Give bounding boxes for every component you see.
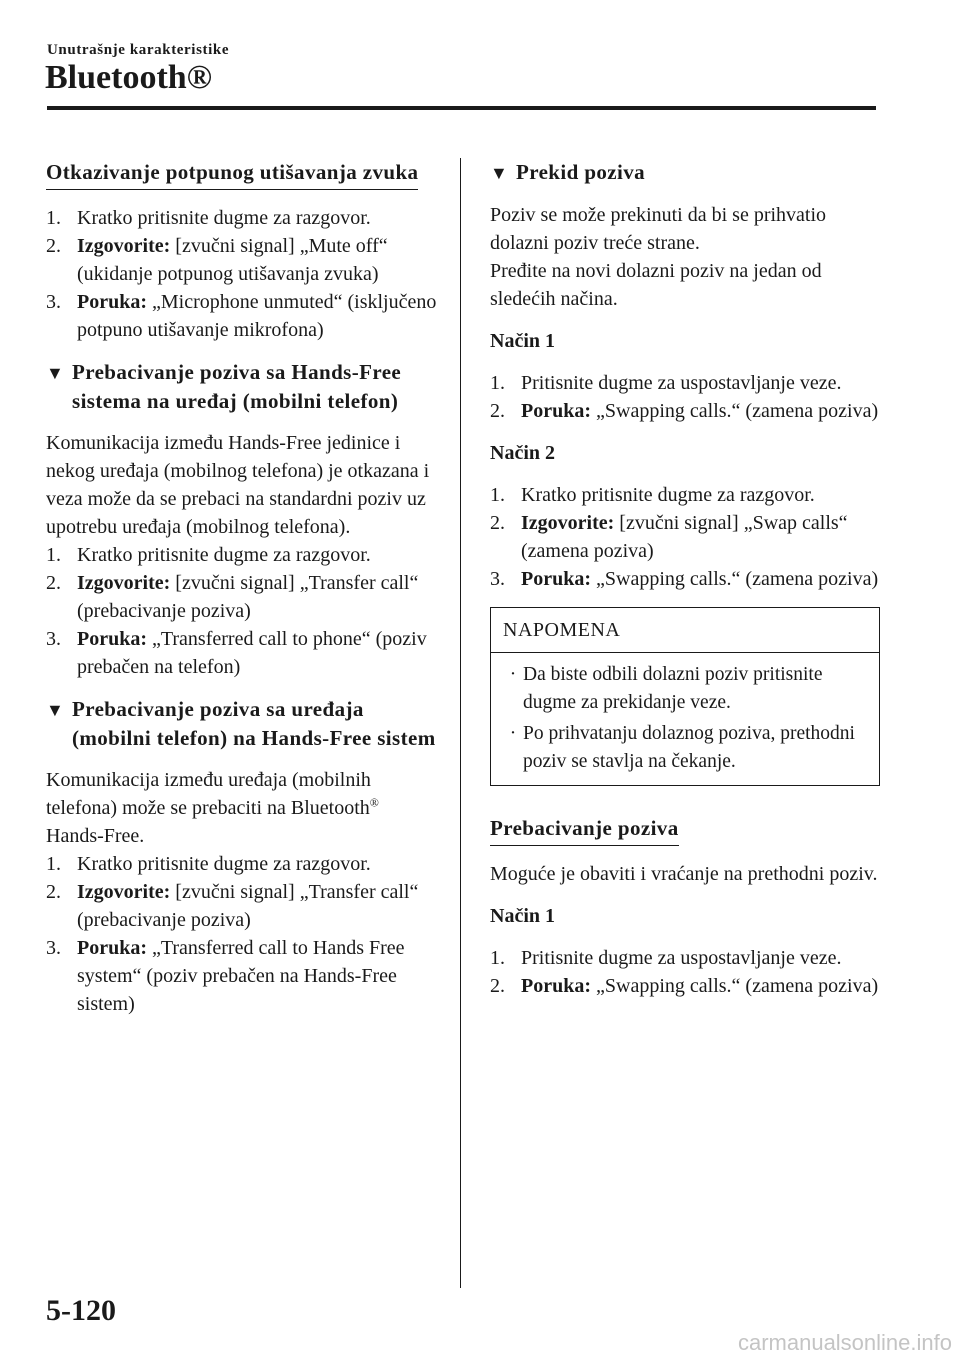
list-item: 1. Kratko pritisnite dugme za razgovor. <box>490 484 815 506</box>
note-box <box>490 607 880 786</box>
list-item: 1. Kratko pritisnite dugme za razgovor. <box>46 544 371 566</box>
list-item: 3. Poruka: „Swapping calls.“ (zamena poziva) <box>490 568 879 590</box>
note-title: NAPOMENA <box>491 608 879 653</box>
list-item: 2. Izgovorite: [zvučni signal] „Transfer call“ (prebacivanje poziva) <box>46 572 419 622</box>
list-item: 2. Izgovorite: [zvučni signal] „Transfer call“ (prebacivanje poziva) <box>46 881 419 931</box>
list-item: 2. Poruka: „Swapping calls.“ (zamena poziva) <box>490 400 879 422</box>
list-item: 2. Izgovorite: [zvučni signal] „Mute off“ (ukidanje potpunog utišavanja zvuka) <box>46 235 388 285</box>
list-item: 3. Poruka: „Transferred call to phone“ (poziv prebačen na telefon) <box>46 628 427 678</box>
list-transfer-to-phone <box>46 541 438 681</box>
triangle-down-icon: ▼ <box>490 163 509 183</box>
column-divider <box>460 158 461 1288</box>
list-item: 3. Poruka: „Transferred call to Hands Free system“ (poziv prebačen na Hands-Free sistem) <box>46 937 405 1015</box>
heading-call-switch: Prebacivanje poziva <box>490 814 679 846</box>
list-item: 2. Izgovorite: [zvučni signal] „Swap calls“ (zamena poziva) <box>490 512 848 562</box>
list-item: 1. Kratko pritisnite dugme za razgovor. <box>46 853 371 875</box>
bullet-dot-icon: · <box>509 723 517 744</box>
triangle-down-icon: ▼ <box>46 363 65 383</box>
right-column <box>490 158 880 1014</box>
header-rule <box>47 106 876 110</box>
method-heading: Način 1 <box>490 330 555 352</box>
left-column <box>46 158 438 1032</box>
list-method-1 <box>490 369 880 425</box>
method-heading: Način 2 <box>490 442 555 464</box>
heading-cancel-mute: Otkazivanje potpunog utišavanja zvuka <box>46 158 418 190</box>
paragraph: Poziv se može prekinuti da bi se prihvatio dolazni poziv treće strane. Pređite na novi dolazni poziv na jedan od sledećih načina. <box>490 204 827 310</box>
triangle-down-icon: ▼ <box>46 700 65 720</box>
paragraph: Komunikacija između uređaja (mobilnih telefona) može se prebaciti na Bluetooth® Hands-Free. <box>46 769 379 847</box>
note-item: · Po prihvatanju dolaznog poziva, prethodni poziv se stavlja na čekanje. <box>503 720 867 776</box>
list-cancel-mute <box>46 204 438 344</box>
list-transfer-to-handsfree <box>46 850 438 1018</box>
paragraph: Komunikacija između Hands-Free jedinice i nekog uređaja (mobilnog telefona) je otkazana i veza može da se prebaci na standardni poziv uz upotrebu uređaja (mobilnog telefona). <box>46 432 430 538</box>
heading-call-interrupt: ▼ Prekid poziva <box>490 158 880 187</box>
note-body <box>491 653 879 785</box>
list-method-2 <box>490 481 880 593</box>
paragraph: Moguće je obaviti i vraćanje na prethodni poziv. <box>490 863 878 885</box>
section-label: Unutrašnje karakteristike <box>47 42 230 58</box>
chapter-title: Bluetooth® <box>45 59 213 96</box>
heading-transfer-to-handsfree: ▼ Prebacivanje poziva sa uređaja (mobilni telefon) na Hands-Free sistem <box>46 697 436 750</box>
list-method-1-switch <box>490 944 880 1000</box>
note-item: · Da biste odbili dolazni poziv pritisnite dugme za prekidanje veze. <box>503 661 867 717</box>
list-item: 2. Poruka: „Swapping calls.“ (zamena poziva) <box>490 975 879 997</box>
page-number: 5-120 <box>46 1294 116 1327</box>
list-item: 1. Kratko pritisnite dugme za razgovor. <box>46 207 371 229</box>
list-item: 1. Pritisnite dugme za uspostavljanje veze. <box>490 947 842 969</box>
heading-transfer-to-phone: ▼ Prebacivanje poziva sa Hands-Free sistema na uređaj (mobilni telefon) <box>46 360 402 413</box>
list-item: 3. Poruka: „Microphone unmuted“ (isključeno potpuno utišavanje mikrofona) <box>46 291 437 341</box>
watermark: carmanualsonline.info <box>737 1330 952 1355</box>
list-item: 1. Pritisnite dugme za uspostavljanje veze. <box>490 372 842 394</box>
bullet-dot-icon: · <box>509 664 517 685</box>
method-heading: Način 1 <box>490 905 555 927</box>
